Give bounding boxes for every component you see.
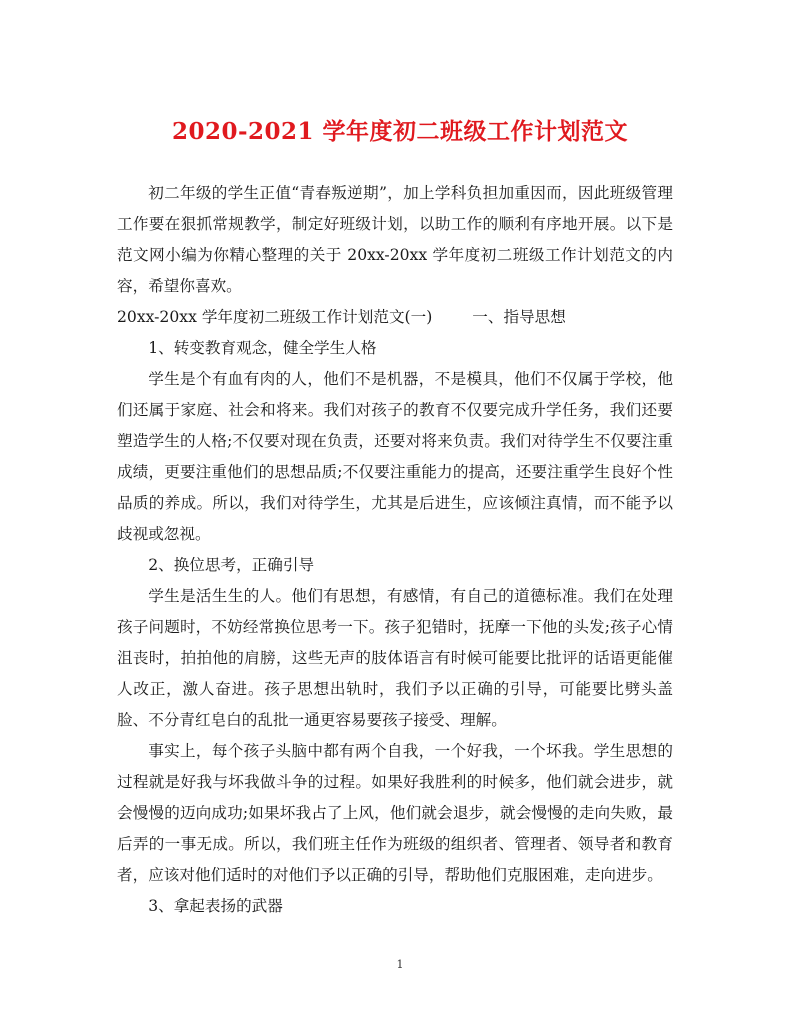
document-title: 2020-2021 学年度初二班级工作计划范文 bbox=[171, 118, 629, 145]
paragraph-1: 学生是个有血有肉的人，他们不是机器，不是模具，他们不仅属于学校，他们还属于家庭、社会和将来。我们对孩子的教育不仅要完成升学任务，我们还要塑造学生的人格;不仅要对现在负责，还要对将来负责。我们对待学生不仅要注重成绩，更要注重他们的思想品质;不仅要注重能力的提高，还要注重学生良好个性品质的养成。所以，我们对待学生，尤其是后进生，应该倾注真情，而不能予以歧视或忽视。 bbox=[117, 370, 673, 543]
section-subtitle: 一、指导思想 bbox=[472, 308, 566, 326]
document-body bbox=[117, 178, 673, 922]
subheading-3: 3、拿起表扬的武器 bbox=[148, 897, 283, 915]
paragraph-3: 事实上，每个孩子头脑中都有两个自我，一个好我，一个坏我。学生思想的过程就是好我与坏我做斗争的过程。如果好我胜利的时候多，他们就会进步，就会慢慢的迈向成功;如果坏我占了上风，他们就会退步，就会慢慢的走向失败，最后弄的一事无成。所以，我们班主任作为班级的组织者、管理者、领导者和教育者，应该对他们适时的对他们予以正确的引导，帮助他们克服困难，走向进步。 bbox=[117, 742, 673, 884]
section-heading-line bbox=[117, 302, 673, 333]
subheading-2: 2、换位思考，正确引导 bbox=[148, 556, 315, 574]
page-number: 1 bbox=[396, 958, 404, 971]
paragraph-2: 学生是活生生的人。他们有思想，有感情，有自己的道德标准。我们在处理孩子问题时，不妨经常换位思考一下。孩子犯错时，抚摩一下他的头发;孩子心情沮丧时，拍拍他的肩膀，这些无声的肢体语言有时候可能要比批评的话语更能催人改正，激人奋进。孩子思想出轨时，我们予以正确的引导，可能要比劈头盖脸、不分青红皂白的乱批一通更容易要孩子接受、理解。 bbox=[117, 587, 673, 729]
intro-paragraph: 初二年级的学生正值“青春叛逆期”，加上学科负担加重因而，因此班级管理工作要在狠抓常规教学，制定好班级计划，以助工作的顺利有序地开展。以下是范文网小编为你精心整理的关于 20xx-20xx 学年度初二班级工作计划范文的内容，希望你喜欢。 bbox=[117, 184, 673, 295]
subheading-1: 1、转变教育观念，健全学生人格 bbox=[148, 339, 377, 357]
section-title: 20xx-20xx 学年度初二班级工作计划范文(一) bbox=[117, 308, 433, 326]
